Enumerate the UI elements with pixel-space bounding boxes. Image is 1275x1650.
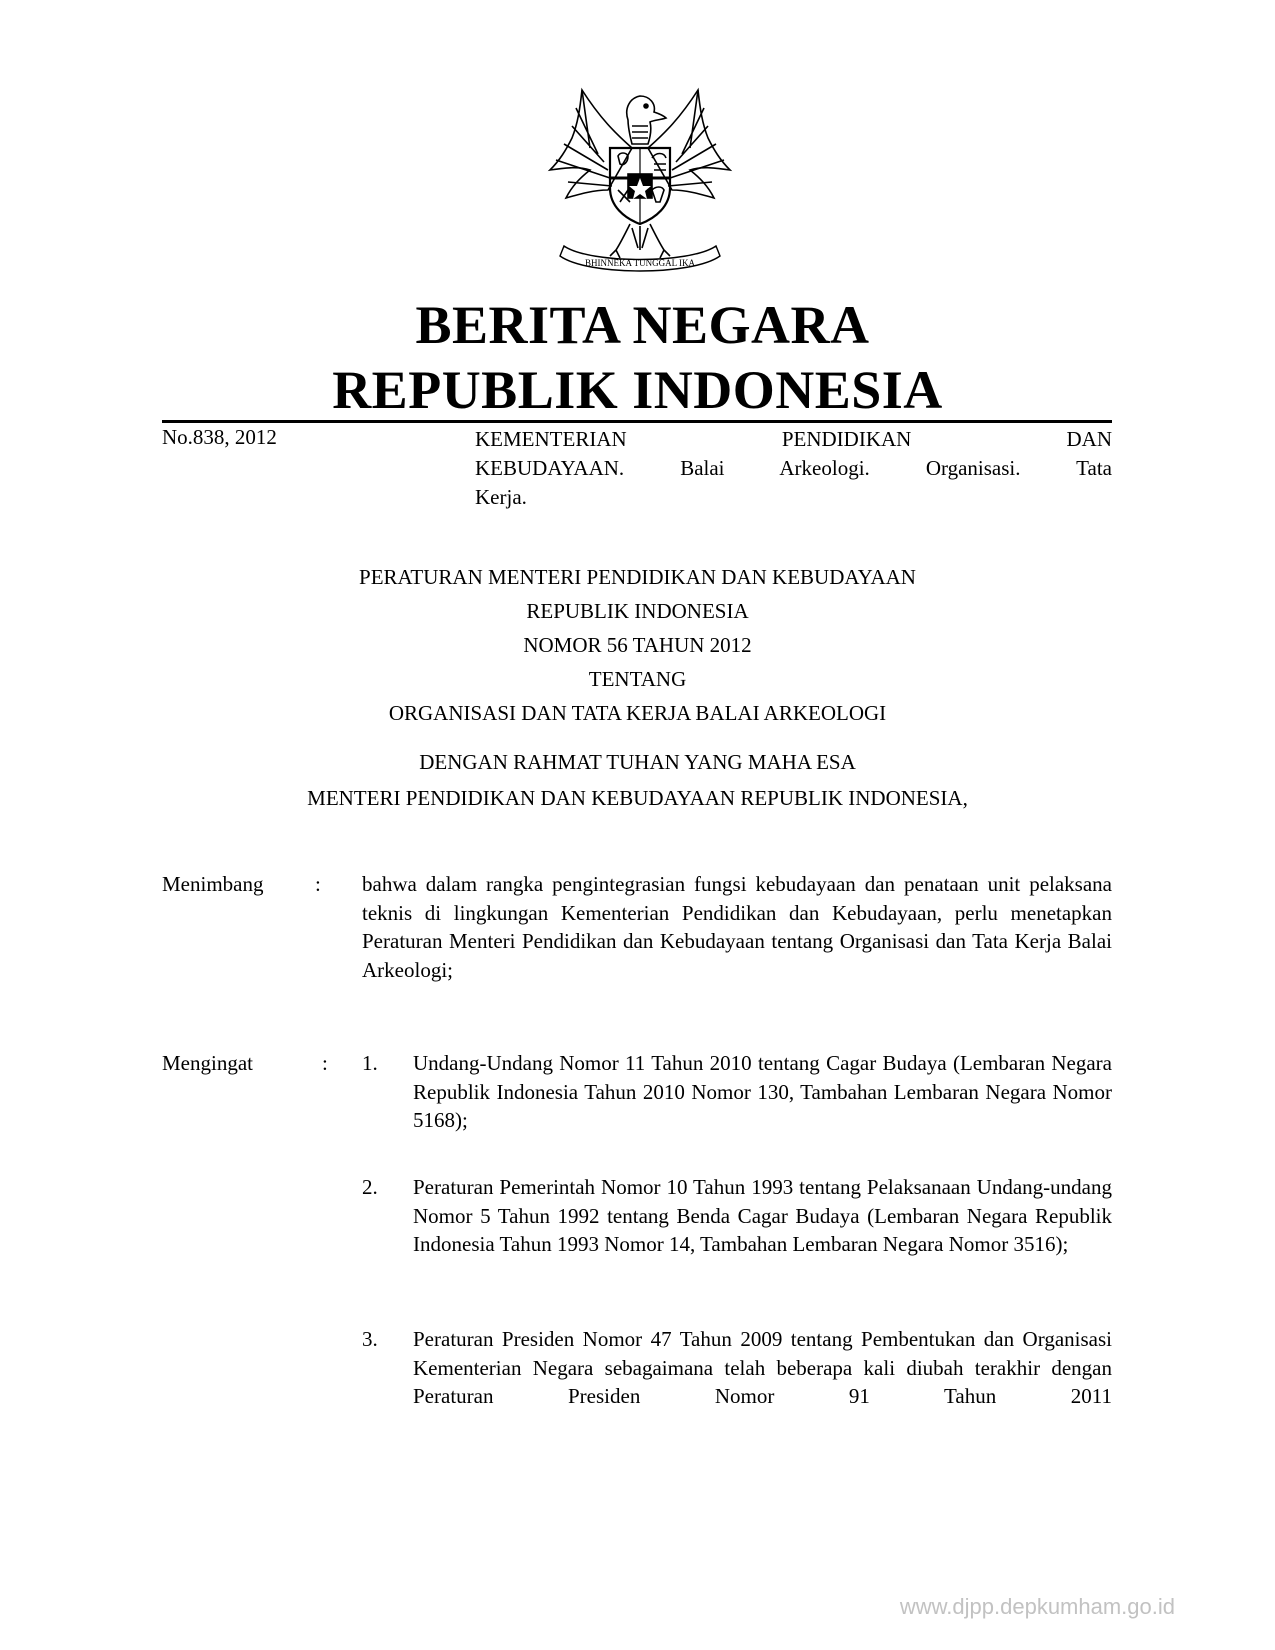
svg-text:BHINNEKA TUNGGAL IKA: BHINNEKA TUNGGAL IKA [585, 258, 695, 268]
garuda-pancasila-emblem-icon [520, 78, 760, 278]
list-item-text: Peraturan Pemerintah Nomor 10 Tahun 1993 tentang Pelaksanaan Undang-undang Nomor 5 Tahun 1992 tentang Benda Cagar Budaya (Lembaran Negara Republik Indonesia Tahun 1993 Nomor 14, Tambahan Lembaran Negara Nomor 3516); [413, 1175, 1112, 1256]
regulation-title: PERATURAN MENTERI PENDIDIKAN DAN KEBUDAYAAN [359, 565, 916, 589]
source-watermark: www.djpp.depkumham.go.id [899, 1594, 1175, 1619]
issue-subject-line-2: KEBUDAYAAN. Balai Arkeologi. Organisasi. Tata [475, 456, 1112, 480]
clause-label: Menimbang [162, 872, 264, 896]
clause-colon: : [315, 872, 321, 896]
list-item-number: 2. [362, 1175, 378, 1199]
regulation-subject: ORGANISASI DAN TATA KERJA BALAI ARKEOLOGI [388, 701, 887, 725]
issue-subject [475, 425, 1112, 512]
list-item-text: Undang-Undang Nomor 11 Tahun 2010 tentang Cagar Budaya (Lembaran Negara Republik Indonesia Tahun 2010 Nomor 130, Tambahan Lembaran Negara Nomor 5168); [413, 1051, 1112, 1132]
issue-subject-word: KEMENTERIAN [475, 427, 627, 451]
masthead-subtitle: REPUBLIK INDONESIA [332, 360, 943, 420]
issue-subject-line-1 [475, 425, 1112, 454]
regulation-about: TENTANG [588, 667, 687, 691]
clause-label: Mengingat [162, 1051, 253, 1075]
masthead-title: BERITA NEGARA [415, 295, 870, 355]
issue-number: No.838, 2012 [162, 425, 277, 449]
regulation-number: NOMOR 56 TAHUN 2012 [523, 633, 752, 657]
preamble-authority: MENTERI PENDIDIKAN DAN KEBUDAYAAN REPUBLIK INDONESIA, [307, 786, 968, 810]
list-item-text: Peraturan Presiden Nomor 47 Tahun 2009 tentang Pembentukan dan Organisasi Kementerian Negara sebagaimana telah beberapa kali diubah terakhir dengan Peraturan Presiden Nomor 91 Tahun 2011 [413, 1327, 1112, 1408]
preamble-invocation: DENGAN RAHMAT TUHAN YANG MAHA ESA [419, 750, 856, 774]
list-item-number: 3. [362, 1327, 378, 1351]
issue-subject-line-3: Kerja. [475, 485, 527, 509]
regulation-heading [0, 560, 1275, 730]
masthead-divider [162, 420, 1112, 423]
preamble [0, 745, 1275, 815]
regulation-country: REPUBLIK INDONESIA [526, 599, 749, 623]
issue-subject-word: PENDIDIKAN [781, 427, 912, 451]
list-item-number: 1. [362, 1051, 378, 1075]
clause-text: bahwa dalam rangka pengintegrasian fungsi kebudayaan dan penataan unit pelaksana teknis di lingkungan Kementerian Pendidikan dan Kebudayaan, perlu menetapkan Peraturan Menteri Pendidikan dan Kebudayaan tentang Organisasi dan Tata Kerja Balai Arkeologi; [362, 872, 1112, 982]
clause-colon: : [322, 1051, 328, 1075]
issue-subject-word: DAN [1066, 427, 1112, 451]
